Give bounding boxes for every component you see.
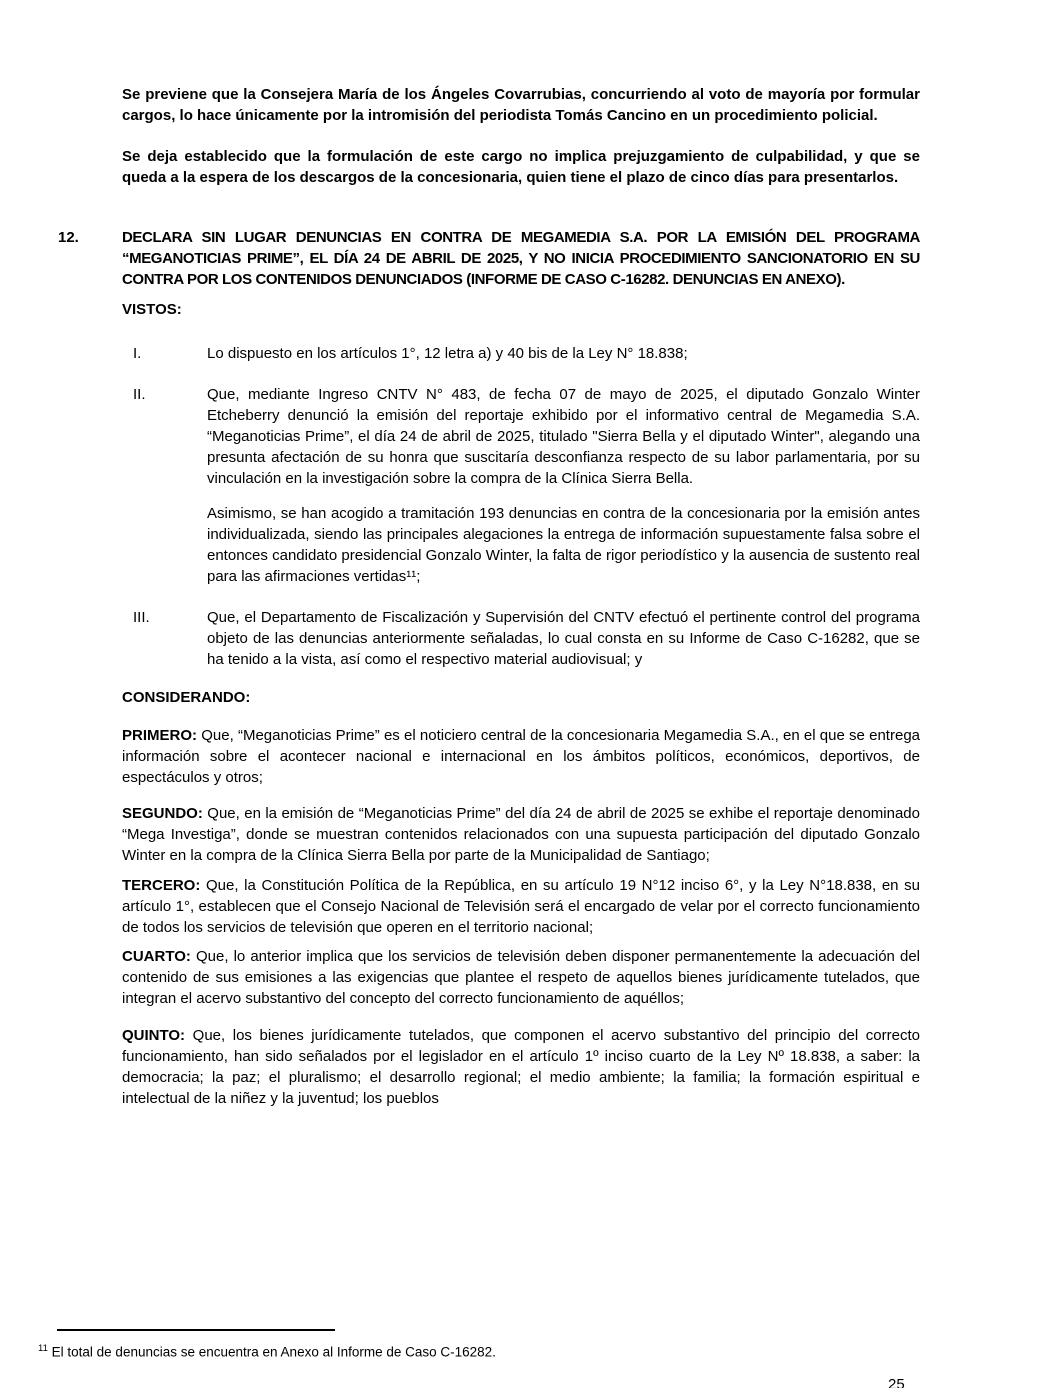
paragraph-lead-tercero: TERCERO: <box>122 877 201 894</box>
paragraph-text-quinto: Que, los bienes jurídicamente tutelados, que componen el acervo substantivo del principio del correcto funcionamiento, han sido señalados por el legislador en el artículo 1º inciso cuarto de la Ley Nº 18.838, a saber: la democracia; la paz; el pluralismo; el desarrollo regional; el medio ambiente; la familia; la formación espiritual e intelectual de la niñez y la juventud; los pueblos <box>122 1027 920 1107</box>
vistos-item-1 <box>133 343 920 364</box>
footnote-text: El total de denuncias se encuentra en Anexo al Informe de Caso C-16282. <box>51 1344 496 1360</box>
decision-item-number: 12. <box>58 229 79 246</box>
footnote <box>38 1340 918 1362</box>
decision-item-12 <box>58 227 920 290</box>
vistos-item-3 <box>133 607 920 670</box>
vistos-item-1-numeral: I. <box>133 345 142 362</box>
vistos-item-3-numeral: III. <box>133 609 150 626</box>
paragraph-lead-quinto: QUINTO: <box>122 1027 186 1044</box>
paragraph-text-cuarto: Que, lo anterior implica que los servicios de televisión deben disponer permanentemente la adecuación del contenido de sus emisiones a las exigencias que plantee el respeto de aquellos bienes jurídicamente tutelados, que integran el acervo substantivo del concepto del correcto funcionamiento de aquéllos; <box>122 948 920 1007</box>
paragraph-text-segundo: Que, en la emisión de “Meganoticias Prime” del día 24 de abril de 2025 se exhibe el reportaje denominado “Mega Investiga”, donde se muestran contenidos relacionados con una supuesta participación del diputado Gonzalo Winter en la compra de la Clínica Sierra Bella por parte de la Municipalidad de Santiago; <box>122 805 920 864</box>
vistos-item-1-text: Lo dispuesto en los artículos 1°, 12 letra a) y 40 bis de la Ley N° 18.838; <box>207 345 688 362</box>
considerando-paragraph-segundo <box>122 803 920 866</box>
paragraph-text-tercero: Que, la Constitución Política de la República, en su artículo 19 N°12 inciso 6°, y la Ley N°18.838, en su artículo 1°, establecen que el Consejo Nacional de Televisión será el encargado de velar por el correcto funcionamiento de todos los servicios de televisión que operen en el territorio nacional; <box>122 877 920 936</box>
vistos-item-2 <box>133 384 920 587</box>
paragraph-lead-primero: PRIMERO: <box>122 727 197 744</box>
page-number: 25 <box>888 1376 905 1388</box>
document-body <box>58 84 920 1109</box>
paragraph-lead-segundo: SEGUNDO: <box>122 805 203 822</box>
paragraph-lead-cuarto: CUARTO: <box>122 948 191 965</box>
vistos-item-3-text: Que, el Departamento de Fiscalización y Supervisión del CNTV efectuó el pertinente control del programa objeto de las denuncias anteriormente señaladas, lo cual consta en su Informe de Caso C-16282, que se ha tenido a la vista, así como el respectivo material audiovisual; y <box>207 609 920 668</box>
vistos-item-2-numeral: II. <box>133 386 146 403</box>
prevention-note-paragraph: Se previene que la Consejera María de los Ángeles Covarrubias, concurriendo al voto de mayoría por formular cargos, lo hace únicamente por la intromisión del periodista Tomás Cancino en un procedimiento policial. <box>122 86 920 124</box>
decision-item-heading: DECLARA SIN LUGAR DENUNCIAS EN CONTRA DE MEGAMEDIA S.A. POR LA EMISIÓN DEL PROGRAMA “MEGANOTICIAS PRIME”, EL DÍA 24 DE ABRIL DE 2025, Y NO INICIA PROCEDIMIENTO SANCIONATORIO EN SU CONTRA POR LOS CONTENIDOS DENUNCIADOS (INFORME DE CASO C-16282. DENUNCIAS EN ANEXO). <box>122 229 920 288</box>
considerando-paragraph-quinto <box>122 1025 920 1109</box>
charge-clarification-paragraph: Se deja establecido que la formulación de este cargo no implica prejuzgamiento de culpabilidad, y que se queda a la espera de los descargos de la concesionaria, quien tiene el plazo de cinco días para presentarlos. <box>122 148 920 186</box>
considerando-paragraph-cuarto <box>122 946 920 1009</box>
considerando-heading: CONSIDERANDO: <box>122 689 251 706</box>
paragraph-text-primero: Que, “Meganoticias Prime” es el noticiero central de la concesionaria Megamedia S.A., en el que se entrega información sobre el acontecer nacional e internacional en los ámbitos políticos, económicos, deportivos, de espectáculos y otros; <box>122 727 920 786</box>
vistos-item-2-text: Que, mediante Ingreso CNTV N° 483, de fecha 07 de mayo de 2025, el diputado Gonzalo Winter Etcheberry denunció la emisión del reportaje exhibido por el informativo central de Megamedia S.A. “Meganoticias Prime”, el día 24 de abril de 2025, titulado "Sierra Bella y el diputado Winter", alegando una presunta afectación de su honra que suscitaría desconfianza respecto de su labor parlamentaria, por su vinculación en la investigación sobre la compra de la Clínica Sierra Bella. <box>207 386 920 487</box>
footnote-separator-rule <box>57 1329 335 1331</box>
footnote-marker: 11 <box>38 1343 48 1354</box>
considerando-paragraph-primero <box>122 725 920 788</box>
vistos-item-2-text-2: Asimismo, se han acogido a tramitación 193 denuncias en contra de la concesionaria por la emisión antes individualizada, siendo las principales alegaciones la entrega de información supuestamente falsa sobre el entonces candidato presidencial Gonzalo Winter, la falta de rigor periodístico y la ausencia de sustento real para las afirmaciones vertidas¹¹; <box>207 505 920 585</box>
considerando-paragraph-tercero <box>122 875 920 938</box>
vistos-heading: VISTOS: <box>122 301 182 318</box>
